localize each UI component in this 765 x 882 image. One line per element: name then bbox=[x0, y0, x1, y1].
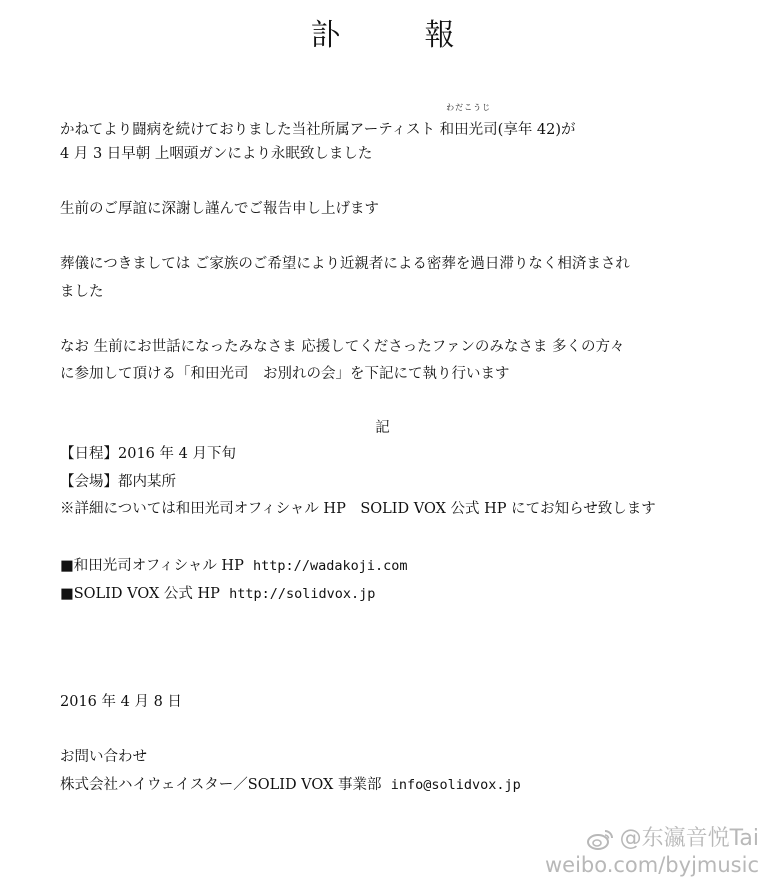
contact-company: 株式会社ハイウェイスター／SOLID VOX 事業部 bbox=[60, 777, 382, 793]
weibo-site: weibo.com/byjmusic bbox=[544, 853, 759, 877]
solidvox-hp-line bbox=[60, 580, 375, 609]
solidvox-hp-label: ■SOLID VOX 公式 HP bbox=[60, 586, 220, 602]
paragraph-1-line-2: 4 月 3 日早朝 上咽頭ガンにより永眠致しました bbox=[60, 146, 373, 162]
weibo-icon bbox=[586, 828, 614, 850]
solidvox-hp-link[interactable]: http://solidvox.jp bbox=[229, 586, 376, 602]
contact-line bbox=[60, 771, 521, 800]
official-hp-label: ■和田光司オフィシャル HP bbox=[60, 558, 244, 574]
paragraph-3-line-1: 葬儀につきましては ご家族のご希望により近親者による密葬を過日滞りなく相済まされ bbox=[60, 256, 630, 272]
weibo-watermark bbox=[545, 826, 759, 878]
schedule-line: 【日程】2016 年 4 月下旬 bbox=[60, 446, 236, 462]
artist-name bbox=[439, 103, 498, 145]
ki-heading: 記 bbox=[375, 420, 390, 436]
official-hp-link[interactable]: http://wadakoji.com bbox=[253, 558, 408, 574]
paragraph-2: 生前のご厚誼に深謝し謹んでご報告申し上げます bbox=[60, 201, 379, 217]
venue-line: 【会場】都内某所 bbox=[60, 474, 176, 490]
paragraph-3-line-2: ました bbox=[60, 284, 104, 300]
paragraph-1-age: (享年 42)が bbox=[497, 122, 576, 138]
contact-email[interactable]: info@solidvox.jp bbox=[390, 777, 521, 793]
page-title: 訃 報 bbox=[310, 18, 482, 53]
contact-heading: お問い合わせ bbox=[60, 749, 147, 765]
announcement-date: 2016 年 4 月 8 日 bbox=[60, 694, 182, 710]
details-note: ※詳細については和田光司オフィシャル HP SOLID VOX 公式 HP にてお知らせ致します bbox=[60, 501, 656, 517]
paragraph-4-line-1: なお 生前にお世話になったみなさま 応援してくださったファンのみなさま 多くの方々 bbox=[60, 339, 625, 355]
weibo-handle: @东瀛音悦Tai bbox=[619, 826, 759, 851]
artist-name-ruby: わだこうじ bbox=[446, 103, 492, 112]
paragraph-4-line-2: に参加して頂ける「和田光司 お別れの会」を下記にて執り行います bbox=[60, 366, 510, 382]
official-hp-line bbox=[60, 552, 407, 581]
artist-name-text: 和田光司 bbox=[439, 122, 498, 138]
paragraph-1-intro: かねてより闘病を続けておりました当社所属アーティスト bbox=[60, 122, 440, 138]
